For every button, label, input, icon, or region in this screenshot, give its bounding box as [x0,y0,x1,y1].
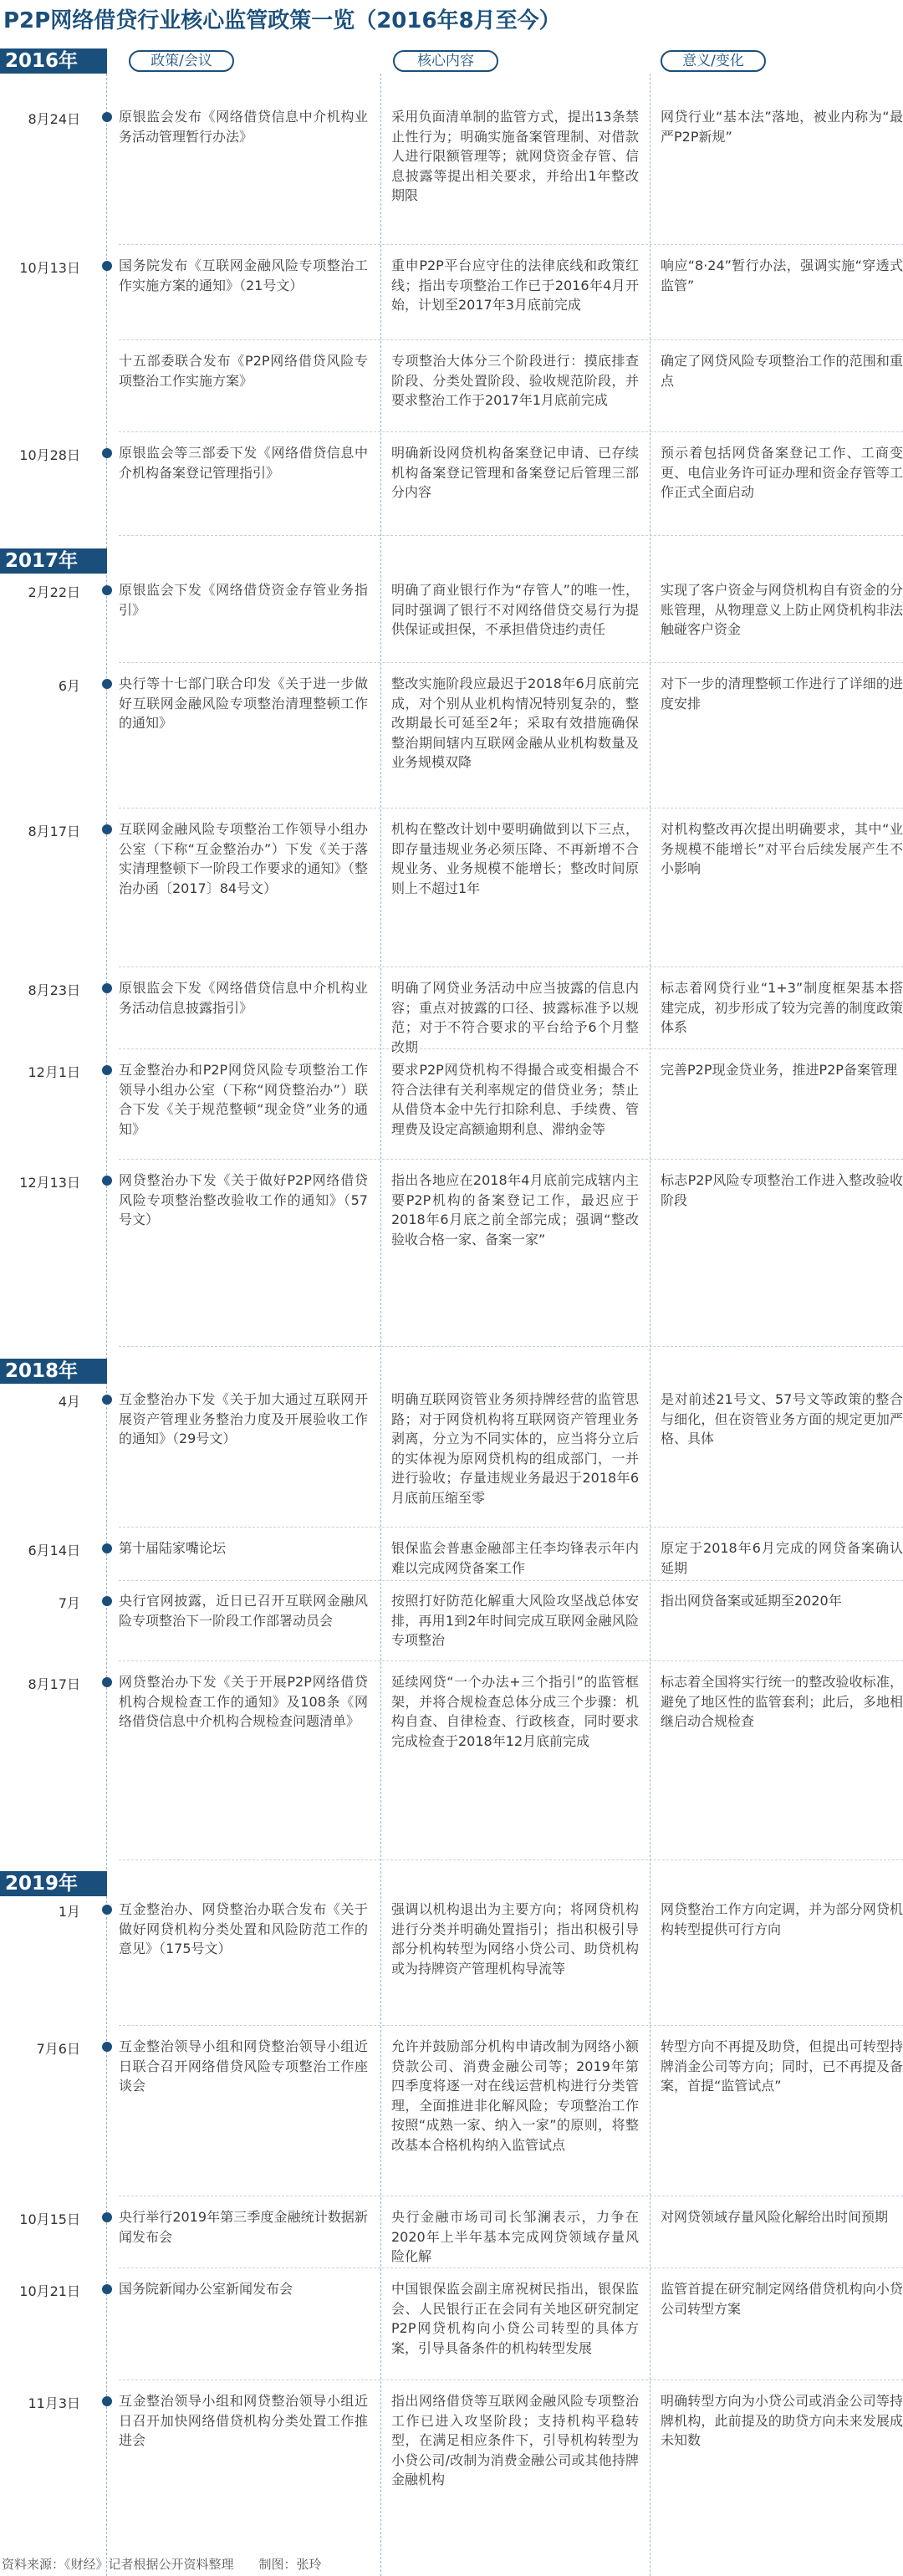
timeline-dot [102,2396,112,2406]
timeline-dot [102,1677,112,1687]
timeline-dot [102,1905,112,1915]
timeline-dot [102,1596,112,1606]
timeline-dot [102,112,112,122]
timeline-dot [102,1543,112,1553]
row-separator [119,808,903,809]
row-date: 7月 [58,1595,80,1611]
policy-cell: 互金整治办、网贷整治办联合发布《关于做好网贷机构分类处置和风险防范工作的意见》（175号文） [119,1901,368,1956]
row-date: 11月3日 [28,2395,80,2411]
meaning-cell: 对下一步的清理整顿工作进行了详细的进度安排 [661,676,903,712]
row-separator [119,662,903,663]
header-meaning: 意义/变化 [661,50,766,72]
policy-cell: 原银监会发布《网络借贷信息中介机构业务活动管理暂行办法》 [119,109,368,145]
meaning-cell: 标志P2P风险专项整治工作进入整改验收阶段 [661,1172,903,1208]
policy-cell: 国务院新闻办公室新闻发布会 [119,2281,293,2297]
source-note: 资料来源：《财经》记者根据公开资料整理 制图：张玲 [2,2557,322,2572]
row-separator [119,2025,903,2026]
timeline-dot [102,2212,112,2222]
meaning-cell: 指出网贷备案或延期至2020年 [661,1593,842,1609]
timeline-dot [102,2284,112,2294]
timeline-dot [102,824,112,834]
row-date: 6月 [58,678,80,694]
content-cell: 强调以机构退出为主要方向；将网贷机构进行分类并明确处置指引；指出积极引导部分机构转型为网络小贷公司、助贷机构或为持牌资产管理机构导流等 [391,1901,639,1977]
timeline-dot [102,679,112,689]
timeline-dot [102,1065,112,1075]
year-label: 2017年 [0,548,107,574]
meaning-cell: 监管首提在研究制定网络借贷机构向小贷公司转型方案 [661,2281,903,2317]
policy-cell: 第十届陆家嘴论坛 [119,1540,227,1556]
row-date: 10月15日 [19,2211,80,2227]
row-date: 6月14日 [28,1543,80,1558]
column-divider [380,74,381,2576]
year-label: 2019年 [0,1871,107,1896]
meaning-cell: 对机构整改再次提出明确要求，其中“业务规模不能增长”对平台后续发展产生不小影响 [661,821,903,876]
row-date: 10月21日 [19,2283,80,2299]
content-cell: 允许并鼓励部分机构申请改制为网络小额贷款公司、消费金融公司等；2019年第四季度将逐一对在线运营机构进行分类管理，全面推进非化解风险；专项整治工作按照“成熟一家、纳入一家”的原则，将整改基本合格机构纳入监管试点 [391,2038,639,2153]
meaning-cell: 对网贷领域存量风险化解给出时间预期 [661,2209,889,2225]
header-content: 核心内容 [393,50,498,72]
meaning-cell: 网贷行业“基本法”落地，被业内称为“最严P2P新规” [661,109,903,145]
meaning-cell: 标志着网贷行业“1+3”制度框架基本搭建完成，初步形成了较为完善的制度政策体系 [661,980,903,1035]
content-cell: 明确了商业银行作为“存管人”的唯一性，同时强调了银行不对网络借贷交易行为提供保证或担保，不承担借贷违约责任 [391,582,639,637]
policy-cell: 互联网金融风险专项整治工作领导小组办公室（下称“互金整治办”）下发《关于落实清理整顿下一阶段工作要求的通知》（整治办函〔2017〕84号文） [119,821,368,896]
content-cell: 要求P2P网贷机构不得撮合或变相撮合不符合法律有关利率规定的借贷业务；禁止从借贷本金中先行扣除利息、手续费、管理费及设定高额逾期利息、滞纳金等 [391,1062,639,1137]
row-date: 4月 [58,1394,80,1410]
row-date: 12月1日 [28,1064,80,1080]
meaning-cell: 响应“8·24”暂行办法，强调实施“穿透式监管” [661,258,903,293]
content-cell: 指出网络借贷等互联网金融风险专项整治工作已进入攻坚阶段；支持机构平稳转型，在满足相应条件下，引导机构转型为小贷公司/改制为消费金融公司或其他持牌金融机构 [391,2393,639,2487]
policy-cell: 互金整治办和P2P网贷风险专项整治工作领导小组办公室（下称“网贷整治办”）联合下发《关于规范整顿“现金贷”业务的通知》 [119,1062,368,1137]
timeline-dot [102,448,112,458]
content-cell: 整改实施阶段应最迟于2018年6月底前完成，对个别从业机构情况特别复杂的，整改期最长可延至2年；采取有效措施确保整治期间辖内互联网金融从业机构数量及业务规模双降 [391,676,639,770]
row-separator [119,1048,903,1049]
policy-cell: 原银监会下发《网络借贷资金存管业务指引》 [119,582,368,618]
timeline-dot [102,1395,112,1405]
content-cell: 按照打好防范化解重大风险攻坚战总体安排，再用1到2年时间完成互联网金融风险专项整治 [391,1593,639,1648]
policy-cell: 国务院发布《互联网金融风险专项整治工作实施方案的通知》（21号文） [119,258,368,293]
meaning-cell: 网贷整治工作方向定调，并为部分网贷机构转型提供可行方向 [661,1901,903,1937]
timeline-dot [102,2042,112,2052]
policy-cell: 互金整治领导小组和网贷整治领导小组近日联合召开网络借贷风险专项整治工作座谈会 [119,2038,368,2094]
policy-cell: 原银监会下发《网络借贷信息中介机构业务活动信息披露指引》 [119,980,368,1016]
content-cell: 机构在整改计划中要明确做到以下三点，即存量违规业务必须压降、不再新增不合规业务、业务规模不能增长；整改时间原则上不超过1年 [391,821,639,896]
content-cell: 明确互联网资管业务须持牌经营的监管思路；对于网贷机构将互联网资产管理业务剥离，分立为不同实体的，应当将分立后的实体视为原网贷机构的组成部门，一并进行验收；存量违规业务最迟于2018年6月底前压缩至零 [391,1391,639,1506]
timeline-dot [102,261,112,271]
row-date: 10月28日 [19,447,80,463]
meaning-cell: 确定了网贷风险专项整治工作的范围和重点 [661,353,903,389]
table-header [0,48,903,74]
row-date: 12月13日 [19,1175,80,1191]
header-policy: 政策/会议 [129,50,234,72]
content-cell: 专项整治大体分三个阶段进行：摸底排查阶段、分类处置阶段、验收规范阶段，并要求整治工作于2017年1月底前完成 [391,353,639,408]
policy-cell: 原银监会等三部委下发《网络借贷信息中介机构备案登记管理指引》 [119,445,368,481]
content-cell: 指出各地应在2018年4月底前完成辖内主要P2P机构的备案登记工作，最迟应于2018年6月底之前全部完成；强调“整改验收合格一家、备案一家” [391,1172,639,1247]
row-date: 7月6日 [36,2041,80,2057]
meaning-cell: 标志着全国将实行统一的整改验收标准，避免了地区性的监管套利；此后，多地相继启动合规检查 [661,1674,903,1729]
policy-cell: 互金整治领导小组和网贷整治领导小组近日召开加快网络借贷机构分类处置工作推进会 [119,2393,368,2448]
year-label: 2018年 [0,1359,107,1384]
row-date: 2月22日 [28,584,80,600]
row-date: 1月 [58,1904,80,1920]
row-separator [119,244,903,245]
year-label: 2016年 [0,48,107,74]
row-separator [119,1859,903,1860]
content-cell: 采用负面清单制的监管方式，提出13条禁止性行为；明确实施备案管理制、对借款人进行限额管理等；就网贷资金存管、信息披露等提出相关要求，并给出1年整改期限 [391,109,639,203]
timeline-dot [102,1176,112,1186]
policy-cell: 互金整治办下发《关于加大通过互联网开展资产管理业务整治力度及开展验收工作的通知》（29号文） [119,1391,368,1446]
row-date: 10月13日 [19,260,80,276]
content-cell: 重申P2P平台应守住的法律底线和政策红线；指出专项整治工作已于2016年4月开始，计划至2017年3月底前完成 [391,258,639,313]
row-separator [119,1580,903,1581]
row-date: 8月23日 [28,982,80,998]
content-cell: 明确新设网贷机构备案登记申请、已存续机构备案登记管理和备案登记后管理三部分内容 [391,445,639,500]
policy-cell: 央行官网披露，近日已召开互联网金融风险专项整治下一阶段工作部署动员会 [119,1593,368,1629]
meaning-cell: 原定于2018年6月完成的网贷备案确认延期 [661,1540,903,1576]
row-separator [119,431,903,432]
row-date: 8月17日 [28,1676,80,1692]
policy-cell: 网贷整治办下发《关于开展P2P网络借贷机构合规检查工作的通知》及108条《网络借贷信息中介机构合规检查问题清单》 [119,1674,368,1729]
row-separator [119,2267,903,2268]
row-date: 8月24日 [28,111,80,127]
row-separator [119,1527,903,1528]
row-separator [119,1346,903,1347]
policy-cell: 央行等十七部门联合印发《关于进一步做好互联网金融风险专项整治清理整顿工作的通知》 [119,676,368,731]
policy-cell: 央行举行2019年第三季度金融统计数据新闻发布会 [119,2209,368,2245]
content-cell: 中国银保监会副主席祝树民指出，银保监会、人民银行正在会同有关地区研究制定P2P网贷机构向小贷公司转型的具体方案，引导具备条件的机构转型发展 [391,2281,639,2356]
policy-cell: 十五部委联合发布《P2P网络借贷风险专项整治工作实施方案》 [119,353,368,389]
timeline-dot [102,983,112,993]
content-cell: 明确了网贷业务活动中应当披露的信息内容；重点对披露的口径、披露标准予以规范；对于不符合要求的平台给予6个月整改期 [391,980,639,1055]
meaning-cell: 实现了客户资金与网贷机构自有资金的分账管理，从物理意义上防止网贷机构非法触碰客户资金 [661,582,903,637]
meaning-cell: 转型方向不再提及助贷，但提出可转型持牌消金公司等方向；同时，已不再提及备案，首提“监管试点” [661,2038,903,2094]
content-cell: 延续网贷“一个办法+三个指引”的监管框架，并将合规检查总体分成三个步骤：机构自查、自律检查、行政核查，同时要求完成检查于2018年12月底前完成 [391,1674,639,1749]
content-cell: 银保监会普惠金融部主任李均锋表示年内难以完成网贷备案工作 [391,1540,639,1576]
page-title: P2P网络借贷行业核心监管政策一览（2016年8月至今） [3,8,561,33]
meaning-cell: 预示着包括网贷备案登记工作、工商变更、电信业务许可证办理和资金存管等工作正式全面启动 [661,445,903,500]
row-separator [119,535,903,536]
content-cell: 央行金融市场司司长邹澜表示，力争在2020年上半年基本完成网贷领域存量风险化解 [391,2209,639,2264]
row-separator [119,1159,903,1160]
row-date: 8月17日 [28,824,80,839]
meaning-cell: 明确转型方向为小贷公司或消金公司等持牌机构，此前提及的助贷方向未来发展成未知数 [661,2393,903,2448]
policy-cell: 网贷整治办下发《关于做好P2P网络借贷风险专项整治整改验收工作的通知》（57号文） [119,1172,368,1227]
timeline-dot [102,585,112,595]
row-separator [119,1660,903,1661]
meaning-cell: 是对前述21号文、57号文等政策的整合与细化，但在资管业务方面的规定更加严格、具体 [661,1391,903,1446]
meaning-cell: 完善P2P现金贷业务，推进P2P备案管理 [661,1062,897,1078]
row-separator [119,339,903,340]
